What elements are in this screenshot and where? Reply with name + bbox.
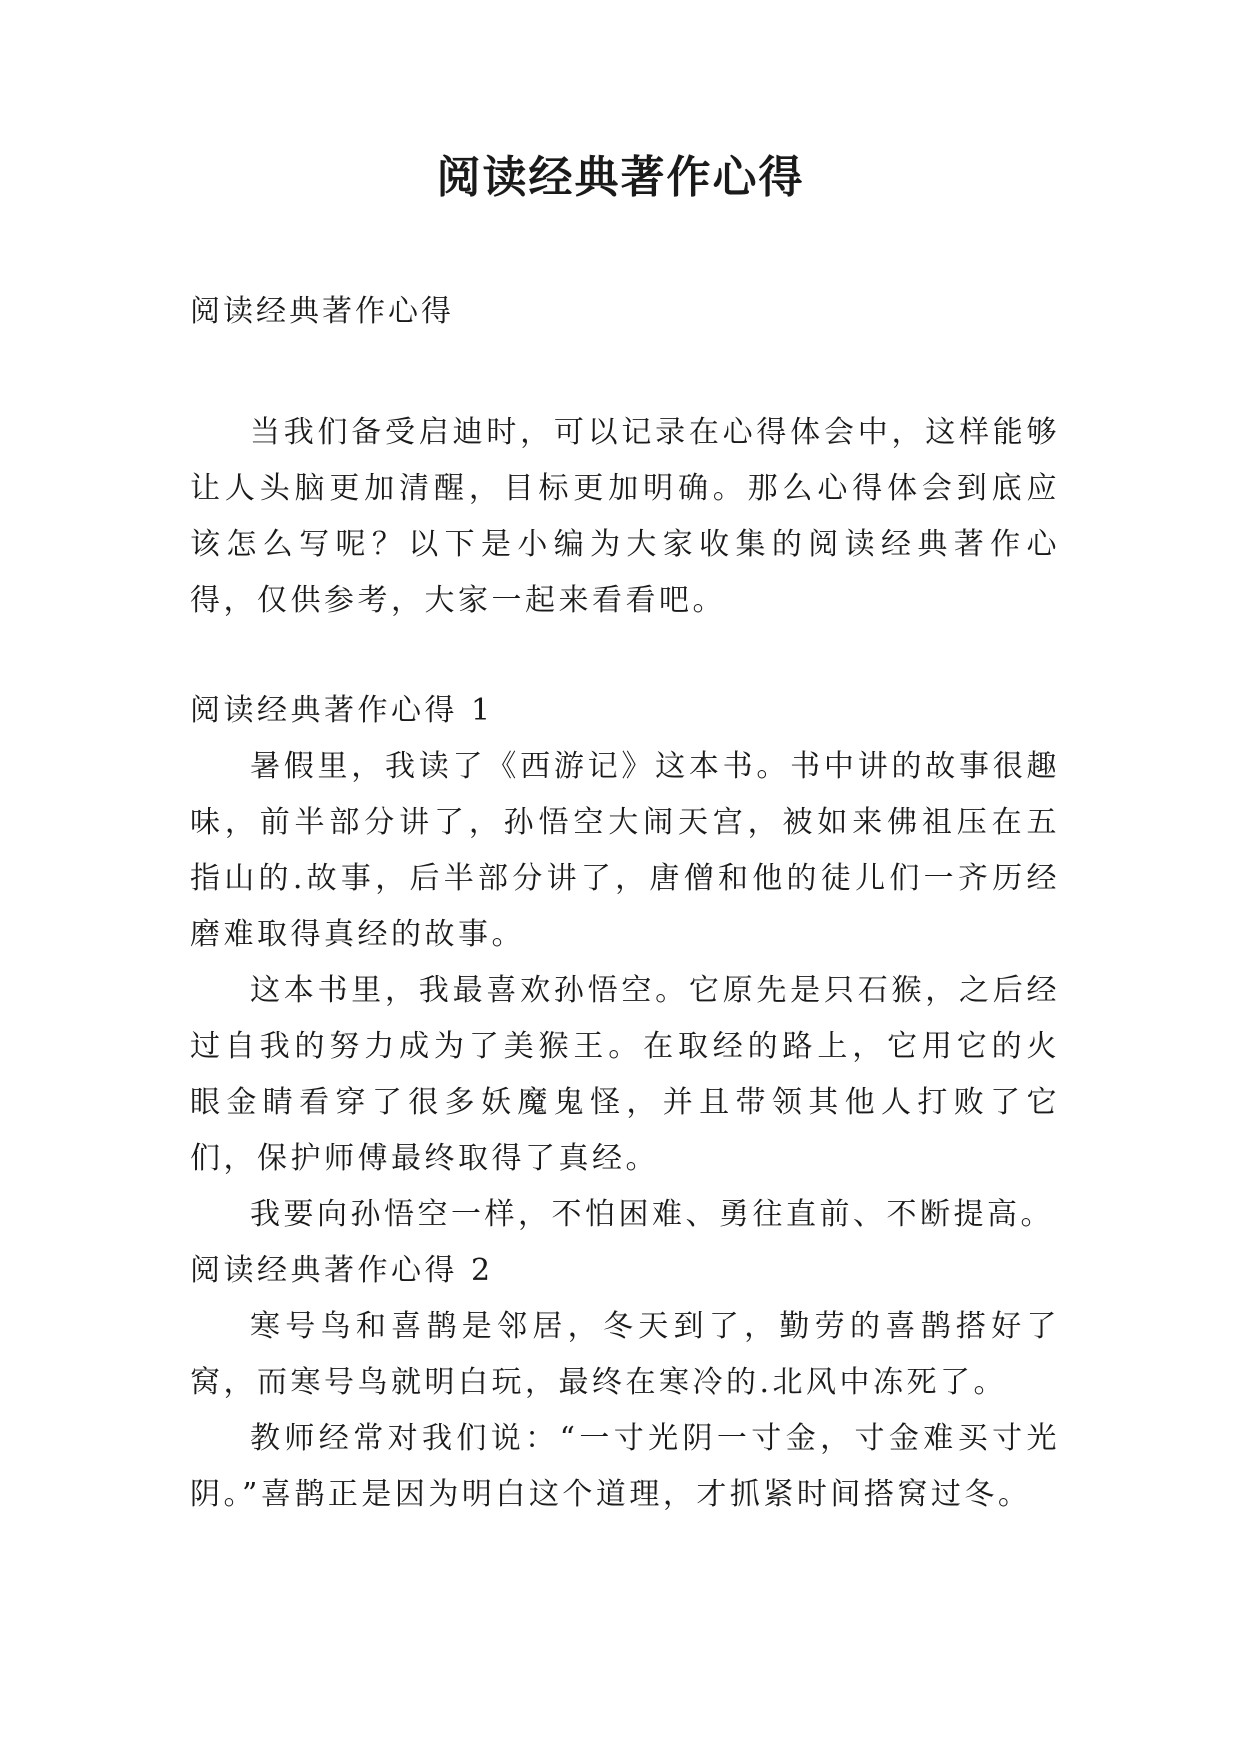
section-2-heading: 阅读经典著作心得 2 xyxy=(190,1253,494,1288)
section-1-heading: 阅读经典著作心得 1 xyxy=(190,693,494,728)
document-title: 阅读经典著作心得 xyxy=(436,152,805,203)
section-1-paragraph-2: 这本书里，我最喜欢孙悟空。它原先是只石猴，之后经过自我的努力成为了美猴王。在取经的路上，它用它的火眼金睛看穿了很多妖魔鬼怪，并且带领其他人打败了它们，保护师傅最终取得了真经。 xyxy=(190,973,1060,1176)
section-1-paragraph-1: 暑假里，我读了《西游记》这本书。书中讲的故事很趣味，前半部分讲了，孙悟空大闹天宫，被如来佛祖压在五指山的.故事，后半部分讲了，唐僧和他的徒儿们一齐历经磨难取得真经的故事。 xyxy=(190,749,1060,952)
section-2-paragraph-1: 寒号鸟和喜鹊是邻居，冬天到了，勤劳的喜鹊搭好了窝，而寒号鸟就明白玩，最终在寒冷的.北风中冻死了。 xyxy=(190,1309,1060,1400)
intro-paragraph: 当我们备受启迪时，可以记录在心得体会中，这样能够让人头脑更加清醒，目标更加明确。那么心得体会到底应该怎么写呢？以下是小编为大家收集的阅读经典著作心得，仅供参考，大家一起来看看吧。 xyxy=(190,415,1060,618)
document-subtitle: 阅读经典著作心得 xyxy=(190,294,454,329)
document-body xyxy=(190,405,1060,1523)
section-2-paragraph-2: 教师经常对我们说：“一寸光阴一寸金，寸金难买寸光阴。”喜鹊正是因为明白这个道理，才抓紧时间搭窝过冬。 xyxy=(190,1421,1060,1512)
section-1-paragraph-3: 我要向孙悟空一样，不怕困难、勇往直前、不断提高。 xyxy=(250,1197,1054,1232)
